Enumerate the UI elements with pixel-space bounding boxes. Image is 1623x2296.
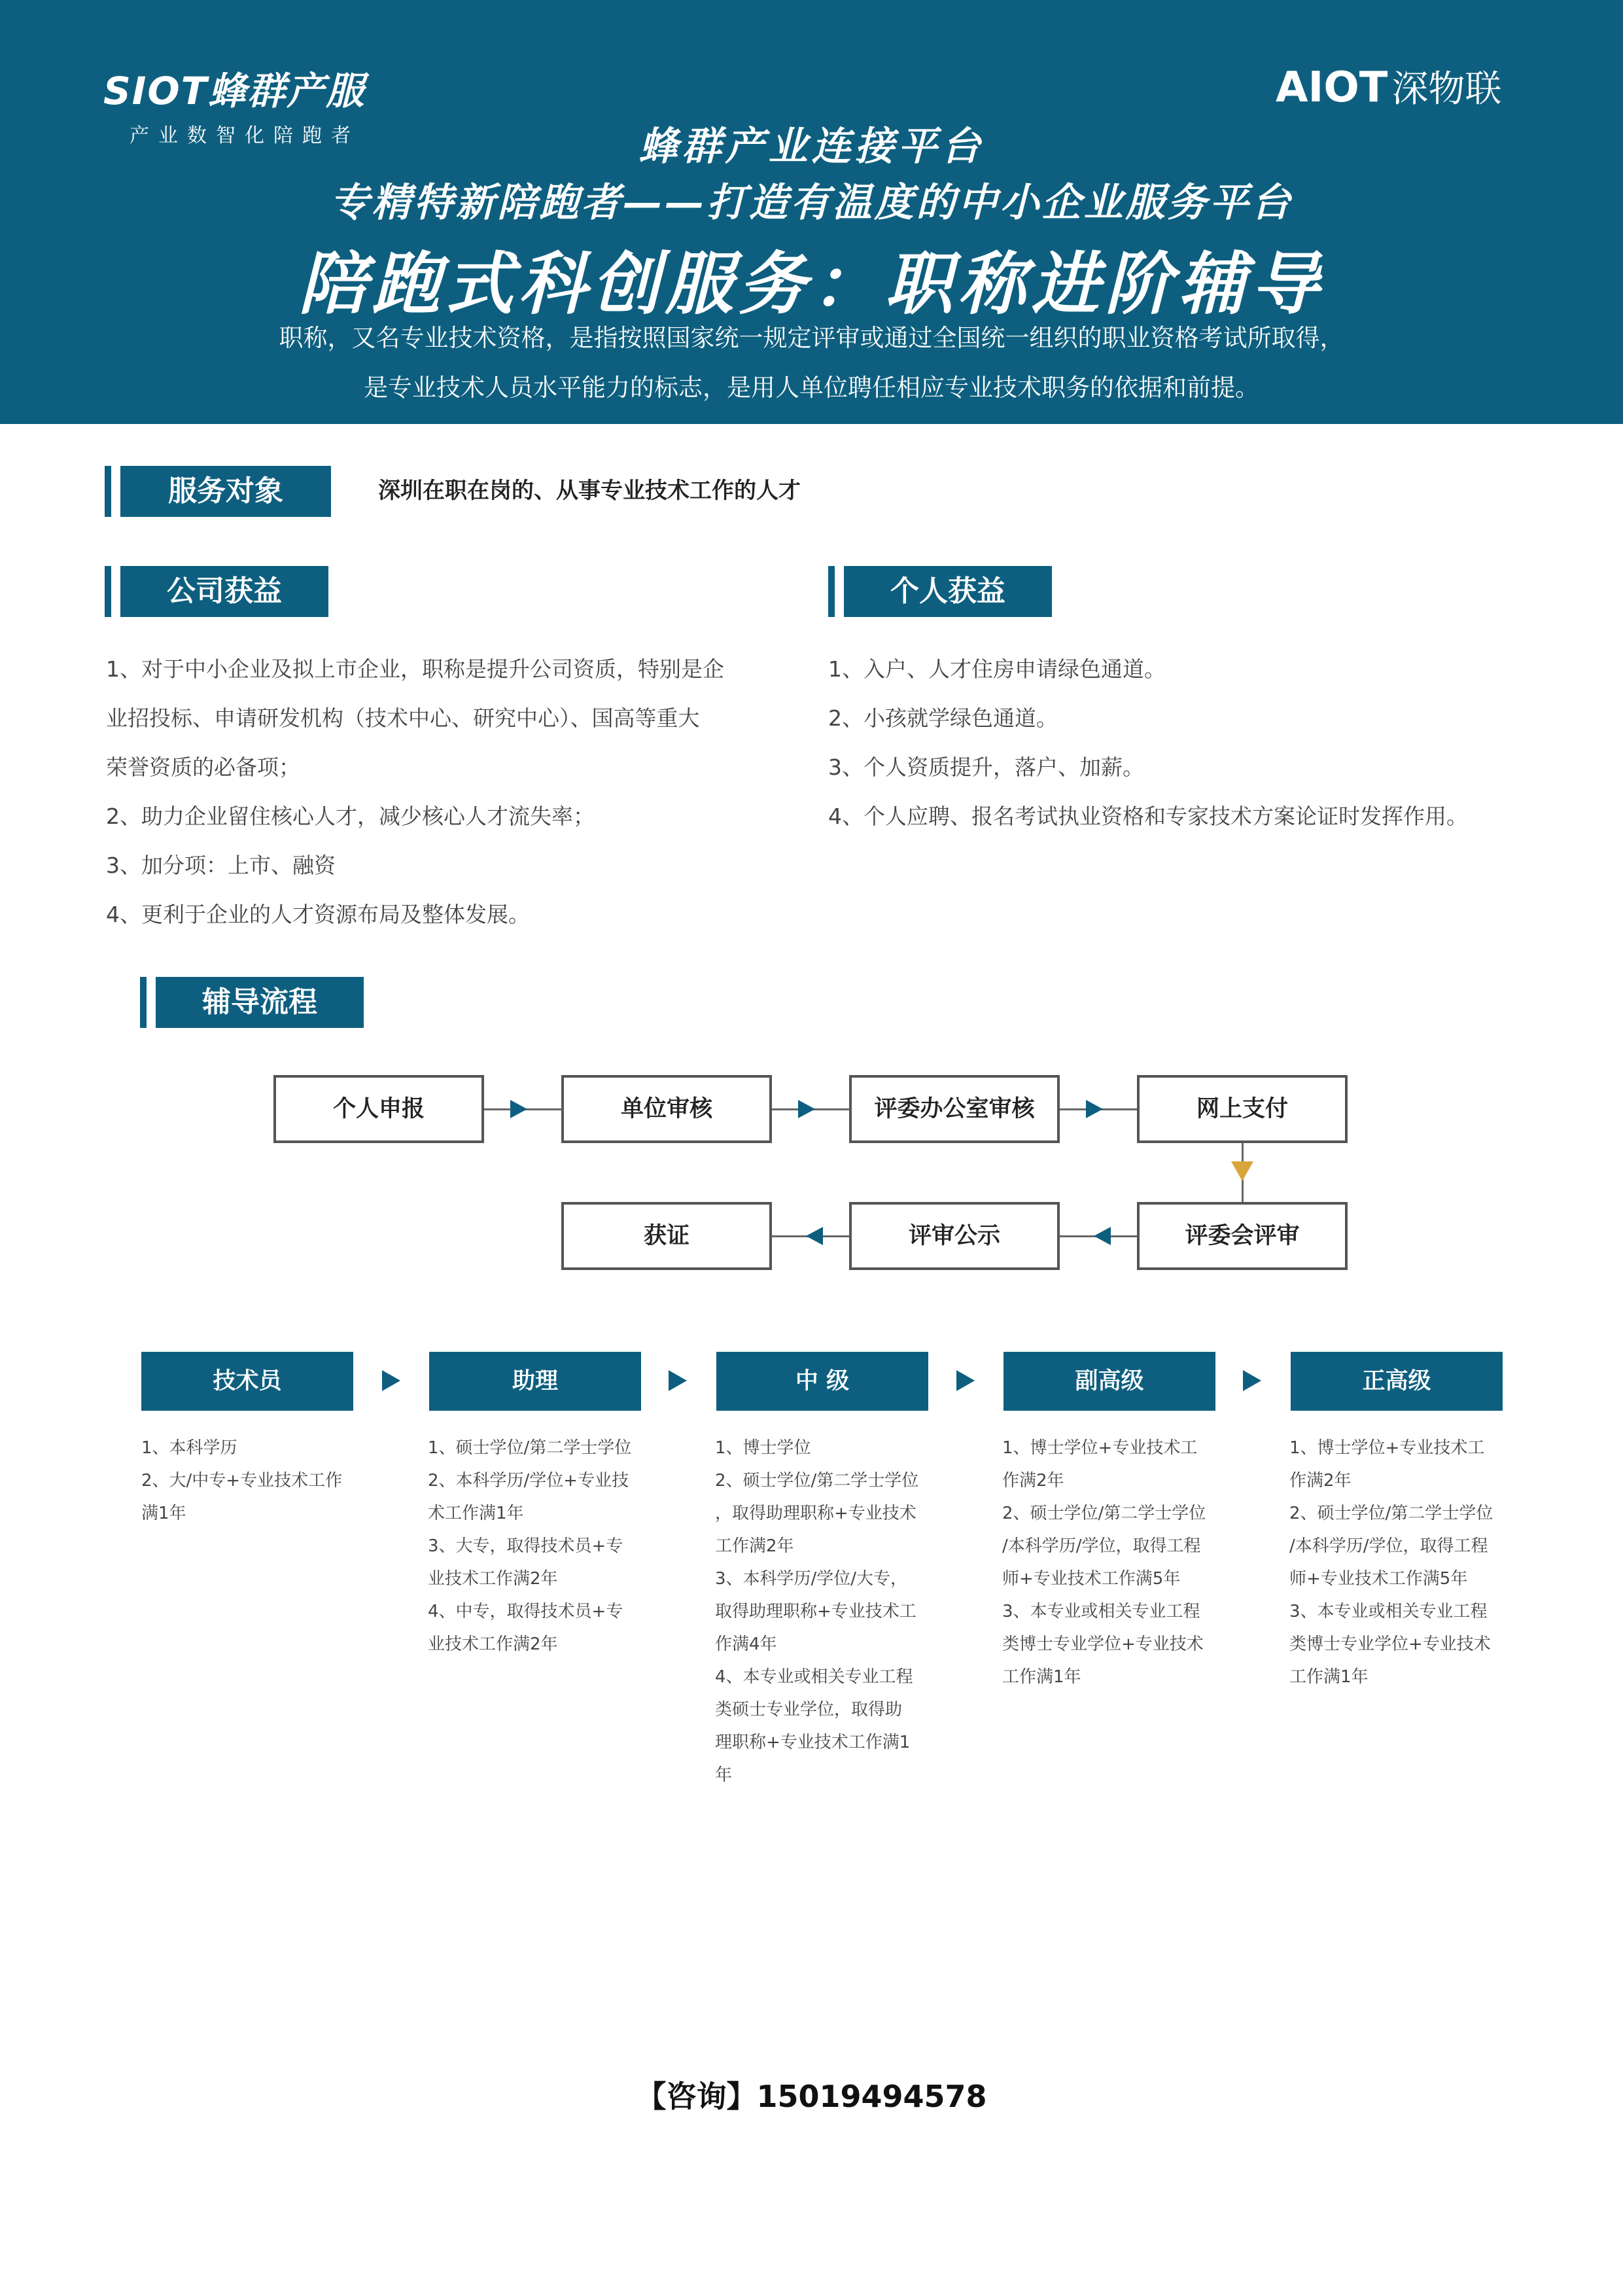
intro-line-1: 职称，又名专业技术资格，是指按照国家统一规定评审或通过全国统一组织的职业资格考试所取得， [279, 324, 1344, 352]
section-marker [828, 566, 835, 617]
level-senior: 正高级 [1291, 1352, 1503, 1411]
level-arrow-icon [1243, 1370, 1261, 1391]
platform-slogan: 专精特新陪跑者——打造有温度的中小企业服务平台 [330, 180, 1293, 226]
service-target-label: 服务对象 [120, 466, 331, 517]
personal-benefits-list [828, 645, 1468, 841]
level-requirements-associate-senior [1002, 1432, 1225, 1693]
aiot-logo-mark: AIOT [1276, 63, 1388, 112]
list-item: 1、入户、人才住房申请绿色通道。 [828, 656, 1166, 682]
requirement-line: 2、本科学历/学位+专业技 [428, 1471, 629, 1491]
requirement-line: 2、大/中专+专业技术工作 [141, 1471, 343, 1491]
flow-step-publicity: 评审公示 [849, 1202, 1060, 1270]
company-benefits-label: 公司获益 [120, 566, 328, 617]
list-item: 1、对于中小企业及拟上市企业，职称是提升公司资质，特别是企 [106, 656, 724, 682]
flow-arrow-icon [1094, 1227, 1111, 1245]
level-requirements-technician [141, 1432, 364, 1530]
list-item: 3、个人资质提升，落户、加薪。 [828, 754, 1144, 780]
requirement-line: 1、本科学历 [141, 1438, 237, 1458]
flow-arrow-down-icon [1231, 1161, 1253, 1181]
flow-arrow-icon [510, 1100, 527, 1118]
list-item: 2、助力企业留住核心人才，减少核心人才流失率； [106, 804, 595, 829]
list-item: 2、小孩就学绿色通道。 [828, 705, 1058, 731]
requirement-line: 工作满2年 [715, 1536, 794, 1556]
requirement-line: 3、本科学历/学位/大专， [715, 1569, 908, 1589]
section-marker [105, 466, 111, 517]
requirement-line: 2、硕士学位/第二学士学位 [1002, 1504, 1206, 1523]
requirement-line: 作满2年 [1002, 1471, 1064, 1491]
requirement-line: 理职称+专业技术工作满1 [715, 1733, 911, 1752]
requirement-line: 1、博士学位+专业技术工 [1289, 1438, 1485, 1458]
requirement-line: 类博士专业学位+专业技术 [1289, 1634, 1491, 1654]
flow-step-committee-review: 评委会评审 [1137, 1202, 1348, 1270]
level-requirements-assistant [428, 1432, 650, 1661]
requirement-line: 业技术工作满2年 [428, 1569, 558, 1589]
header-banner [0, 0, 1623, 424]
level-arrow-icon [382, 1370, 400, 1391]
requirement-line: 1、硕士学位/第二学士学位 [428, 1438, 632, 1458]
requirement-line: /本科学历/学位，取得工程 [1289, 1536, 1488, 1556]
requirement-line: 4、本专业或相关专业工程 [715, 1667, 913, 1687]
flow-step-certificate: 获证 [561, 1202, 772, 1270]
company-benefits-list [106, 645, 724, 939]
level-technician: 技术员 [141, 1352, 353, 1411]
requirement-line: 类博士专业学位+专业技术 [1002, 1634, 1204, 1654]
process-label: 辅导流程 [156, 977, 364, 1028]
flow-arrow-icon [798, 1100, 815, 1118]
requirement-line: 3、本专业或相关专业工程 [1002, 1602, 1200, 1621]
aiot-logo-cn: 深物联 [1391, 68, 1502, 111]
requirement-line: 取得助理职称+专业技术工 [715, 1602, 916, 1621]
flow-step-personal-apply: 个人申报 [273, 1075, 484, 1143]
list-item: 4、个人应聘、报名考试执业资格和专家技术方案论证时发挥作用。 [828, 804, 1468, 829]
requirement-line: 工作满1年 [1289, 1667, 1369, 1687]
section-marker [105, 566, 111, 617]
requirement-line: 类硕士专业学位，取得助 [715, 1700, 903, 1720]
flow-arrow-icon [806, 1227, 823, 1245]
requirement-line: 作满2年 [1289, 1471, 1352, 1491]
requirement-line: 术工作满1年 [428, 1504, 524, 1523]
section-marker [140, 977, 147, 1028]
requirement-line: 师+专业技术工作满5年 [1002, 1569, 1181, 1589]
requirement-line: 满1年 [141, 1504, 186, 1523]
list-item: 业招投标、申请研发机构（技术中心、研究中心）、国高等重大 [106, 705, 700, 731]
flow-step-online-payment: 网上支付 [1137, 1075, 1348, 1143]
requirement-line: 3、大专，取得技术员+专 [428, 1536, 623, 1556]
siot-logo-subtitle: 产业数智化陪跑者 [130, 124, 360, 147]
siot-logo-mark: SIOT蜂群产服 [103, 69, 366, 113]
requirement-line: 3、本专业或相关专业工程 [1289, 1602, 1488, 1621]
level-arrow-icon [669, 1370, 687, 1391]
requirement-line: 师+专业技术工作满5年 [1289, 1569, 1468, 1589]
requirement-line: 4、中专，取得技术员+专 [428, 1602, 623, 1621]
level-requirements-intermediate [715, 1432, 937, 1792]
requirement-line: 2、硕士学位/第二学士学位 [1289, 1504, 1493, 1523]
flow-arrow-icon [1086, 1100, 1103, 1118]
requirement-line: ，取得助理职称+专业技术 [715, 1504, 916, 1523]
intro-line-2: 是专业技术人员水平能力的标志，是用人单位聘任相应专业技术职务的依据和前提。 [364, 374, 1259, 402]
platform-title: 蜂群产业连接平台 [638, 124, 985, 169]
requirement-line: /本科学历/学位，取得工程 [1002, 1536, 1201, 1556]
list-item: 4、更利于企业的人才资源布局及整体发展。 [106, 902, 530, 927]
service-target-text: 深圳在职在岗的、从事专业技术工作的人才 [378, 478, 801, 504]
list-item: 3、加分项：上市、融资 [106, 853, 336, 878]
requirement-line: 1、博士学位 [715, 1438, 811, 1458]
flow-step-unit-review: 单位审核 [561, 1075, 772, 1143]
personal-benefits-label: 个人获益 [844, 566, 1052, 617]
level-arrow-icon [956, 1370, 975, 1391]
aiot-logo [1276, 60, 1501, 113]
requirement-line: 2、硕士学位/第二学士学位 [715, 1471, 919, 1491]
requirement-line: 年 [715, 1765, 733, 1785]
level-intermediate: 中 级 [716, 1352, 928, 1411]
requirement-line: 作满4年 [715, 1634, 777, 1654]
requirement-line: 1、博士学位+专业技术工 [1002, 1438, 1198, 1458]
level-requirements-senior [1289, 1432, 1512, 1693]
level-associate-senior: 副高级 [1003, 1352, 1215, 1411]
level-assistant: 助理 [429, 1352, 641, 1411]
list-item: 荣誉资质的必备项； [106, 754, 300, 780]
consult-phone: 【咨询】15019494578 [636, 2079, 987, 2114]
page-title: 陪跑式科创服务：职称进阶辅导 [298, 244, 1325, 324]
requirement-line: 业技术工作满2年 [428, 1634, 558, 1654]
flow-step-office-review: 评委办公室审核 [849, 1075, 1060, 1143]
requirement-line: 工作满1年 [1002, 1667, 1081, 1687]
